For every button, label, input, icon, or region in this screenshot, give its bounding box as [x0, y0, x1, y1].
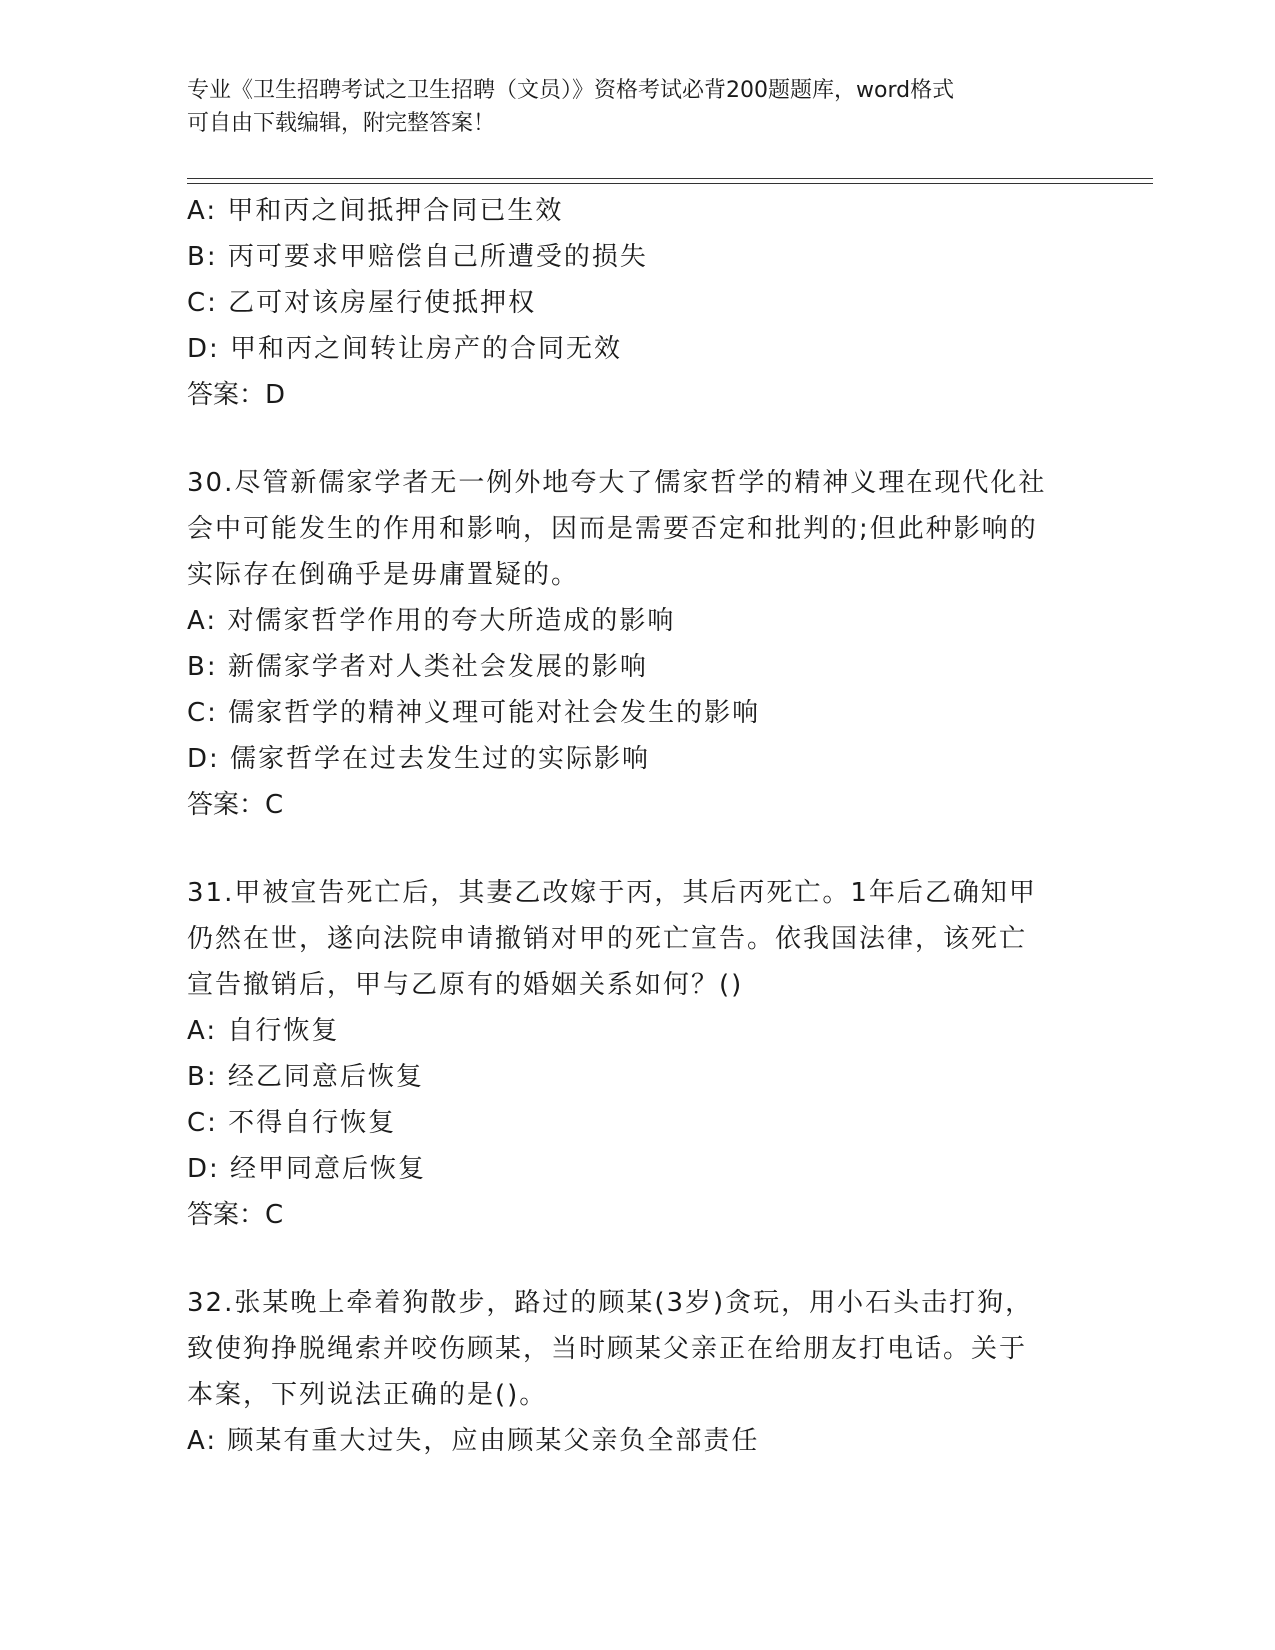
option-b: B: 新儒家学者对人类社会发展的影响 — [187, 652, 648, 682]
option-d: D: 儒家哲学在过去发生过的实际影响 — [187, 744, 651, 774]
question-list — [187, 188, 1087, 1464]
option-c: C: 儒家哲学的精神义理可能对社会发生的影响 — [187, 698, 761, 728]
question-text-line: 31.甲被宣告死亡后，其妻乙改嫁于丙，其后丙死亡。1年后乙确知甲 — [187, 878, 1037, 908]
question-text-line: 致使狗挣脱绳索并咬伤顾某，当时顾某父亲正在给朋友打电话。关于 — [187, 1334, 1028, 1364]
option-c: C: 乙可对该房屋行使抵押权 — [187, 288, 537, 318]
question-text-line: 仍然在世，遂向法院申请撤销对甲的死亡宣告。依我国法律，该死亡 — [187, 924, 1028, 954]
question-text-line: 宣告撤销后，甲与乙原有的婚姻关系如何？() — [187, 970, 744, 1000]
answer: 答案：C — [187, 790, 284, 820]
header-divider-top — [187, 178, 1153, 179]
question-text-line: 32.张某晚上牵着狗散步，路过的顾某(3岁)贪玩，用小石头击打狗， — [187, 1288, 1034, 1318]
option-c: C: 不得自行恢复 — [187, 1108, 397, 1138]
question-text-line: 实际存在倒确乎是毋庸置疑的。 — [187, 560, 580, 590]
question-text-line: 本案，下列说法正确的是()。 — [187, 1380, 548, 1410]
option-a: A: 顾某有重大过失，应由顾某父亲负全部责任 — [187, 1426, 760, 1456]
document-header — [187, 74, 1067, 140]
question-text-line: 30.尽管新儒家学者无一例外地夸大了儒家哲学的精神义理在现代化社 — [187, 468, 1047, 498]
answer: 答案：C — [187, 1200, 284, 1230]
question-29-tail — [187, 188, 1087, 418]
header-title-line-1: 专业《卫生招聘考试之卫生招聘（文员）》资格考试必背200题题库，word格式 — [187, 78, 955, 103]
header-title-line-2: 可自由下载编辑，附完整答案！ — [187, 111, 496, 136]
option-a: A: 甲和丙之间抵押合同已生效 — [187, 196, 564, 226]
option-a: A: 对儒家哲学作用的夸大所造成的影响 — [187, 606, 676, 636]
header-divider-bottom — [187, 183, 1153, 184]
option-d: D: 经甲同意后恢复 — [187, 1154, 427, 1184]
option-b: B: 经乙同意后恢复 — [187, 1062, 424, 1092]
question-31 — [187, 870, 1087, 1238]
option-d: D: 甲和丙之间转让房产的合同无效 — [187, 334, 623, 364]
question-text-line: 会中可能发生的作用和影响，因而是需要否定和批判的;但此种影响的 — [187, 514, 1038, 544]
question-30 — [187, 460, 1087, 828]
question-32 — [187, 1280, 1087, 1464]
option-b: B: 丙可要求甲赔偿自己所遭受的损失 — [187, 242, 648, 272]
option-a: A: 自行恢复 — [187, 1016, 340, 1046]
answer: 答案：D — [187, 380, 286, 410]
